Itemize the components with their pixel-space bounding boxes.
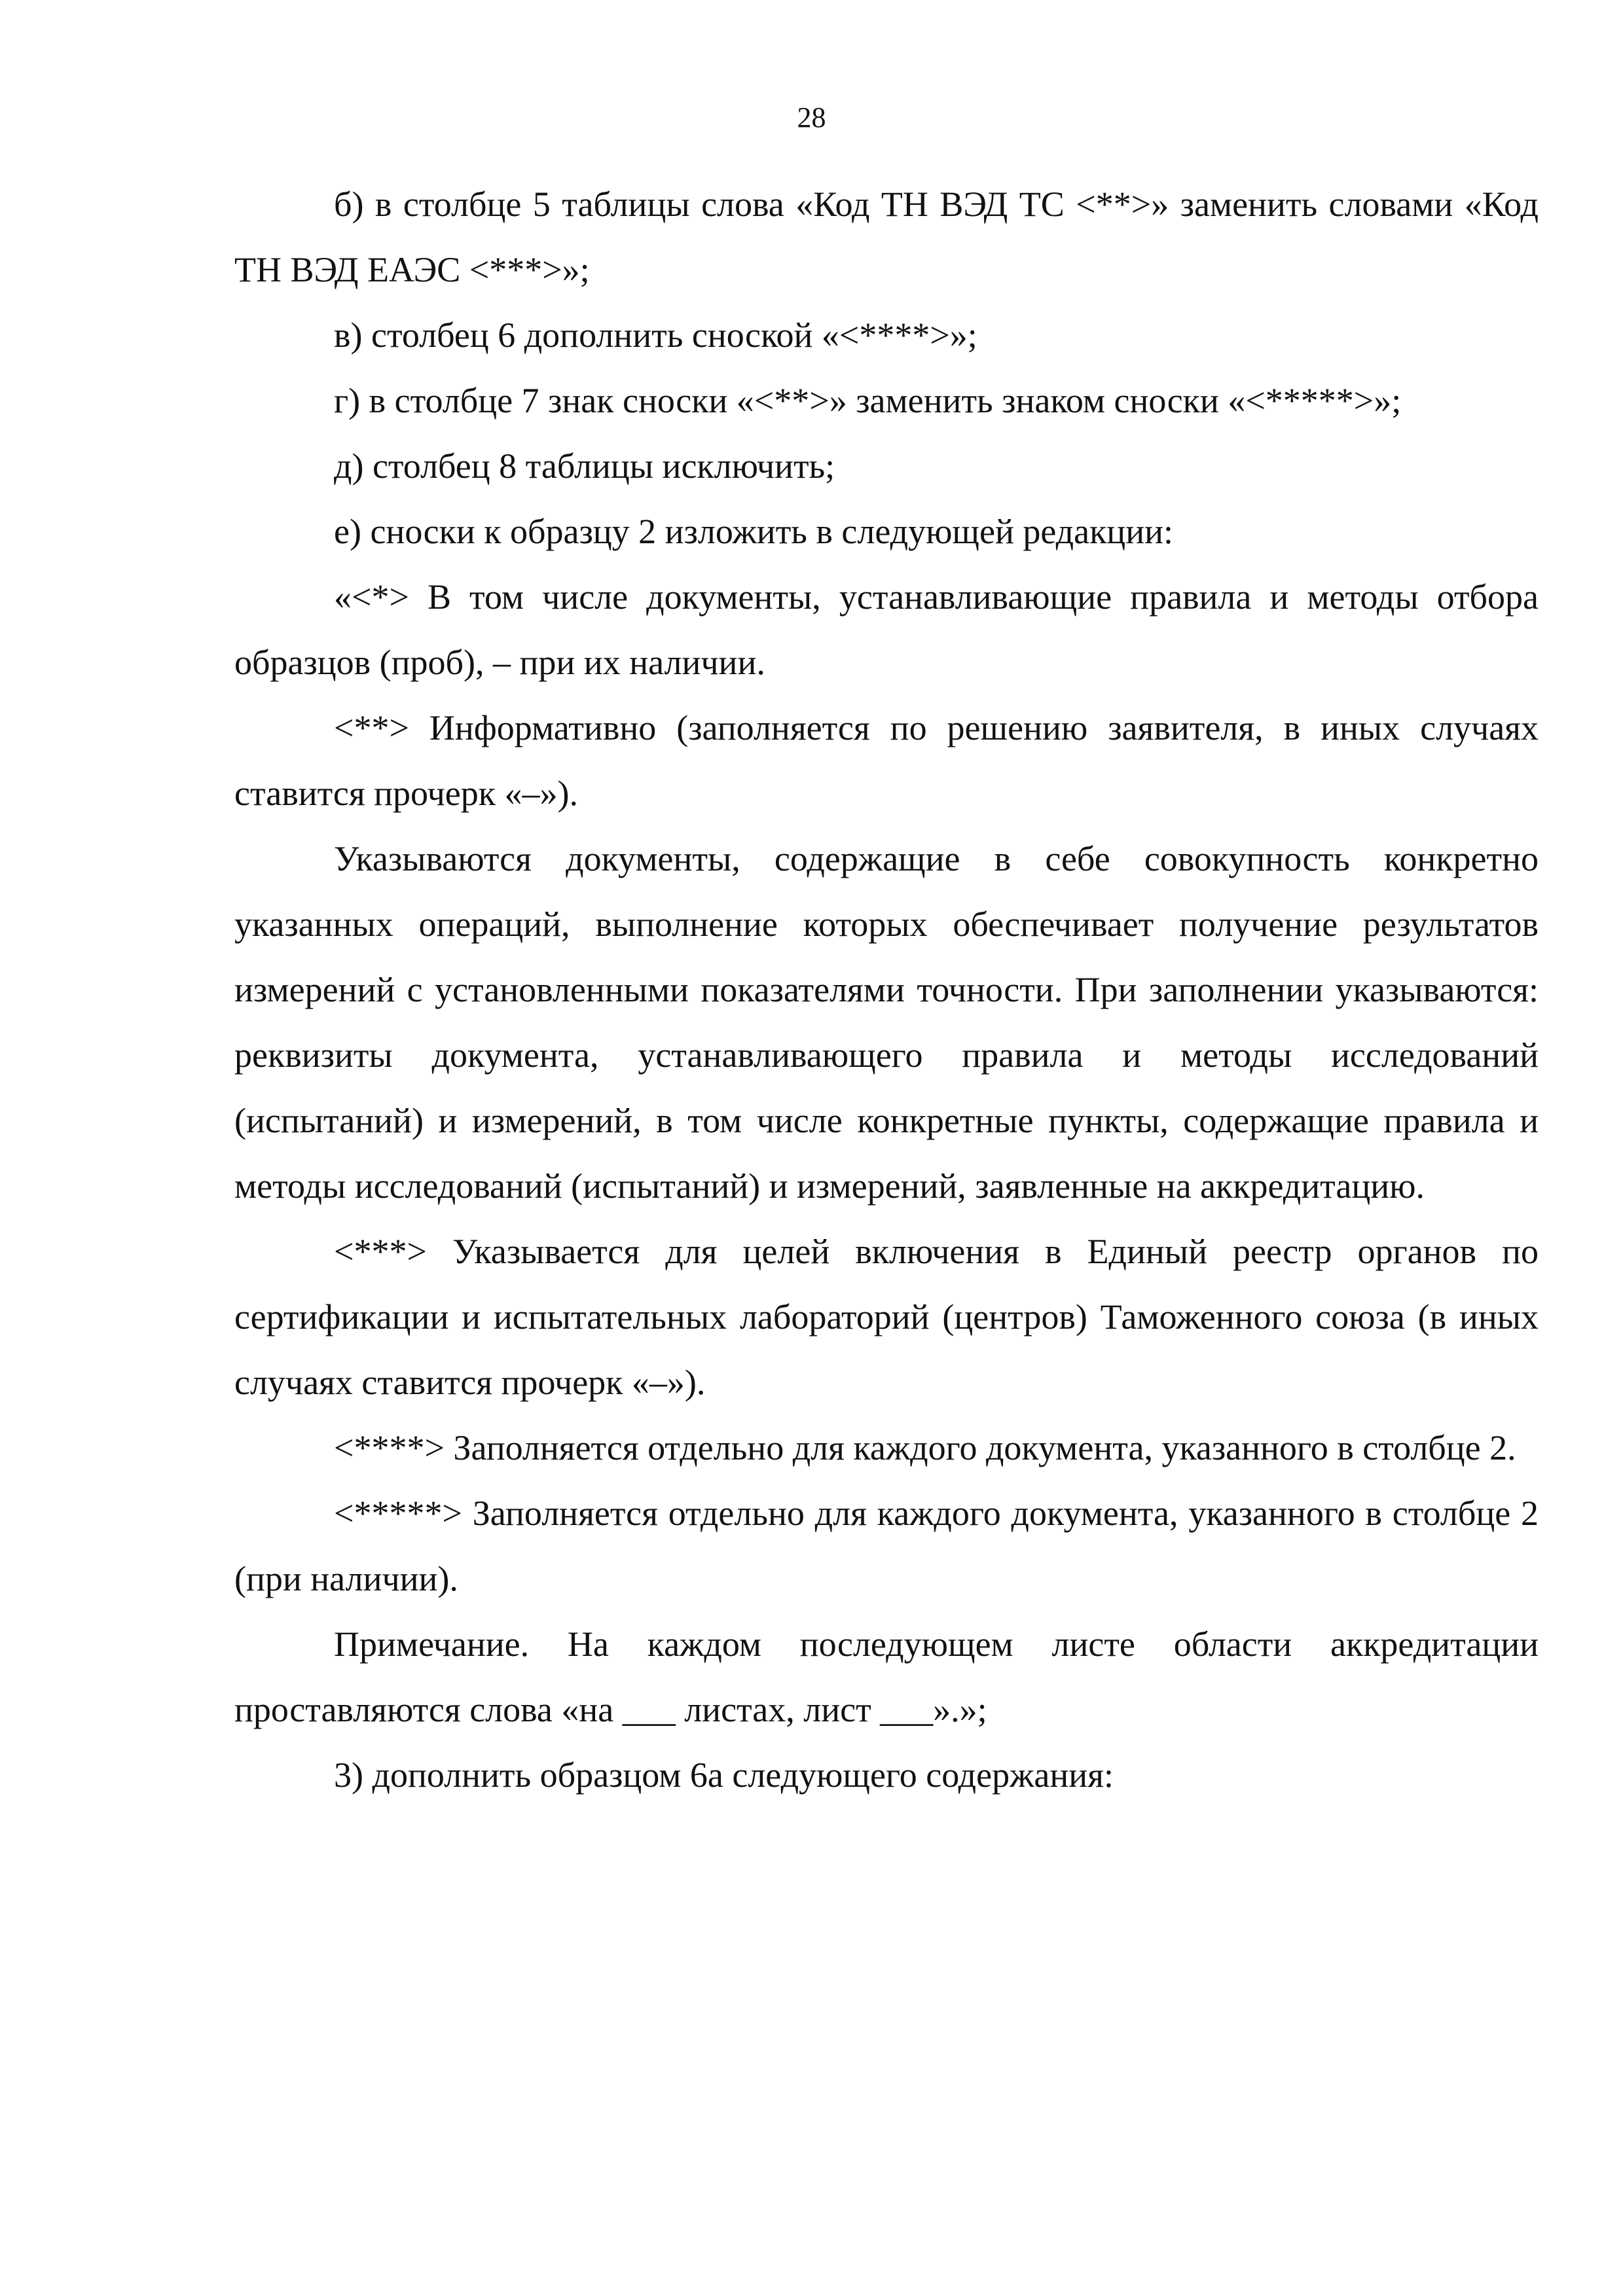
paragraph-v: в) столбец 6 дополнить сноской «<****>»; <box>334 315 977 355</box>
footnote-2: <**> Информативно (заполняется по решению заявителя, в иных случаях ставится прочерк «–»). <box>234 708 1539 813</box>
paragraph-g: г) в столбце 7 знак сноски «<**>» заменить знаком сноски «<*****>»; <box>334 381 1402 420</box>
footnote-5: <*****> Заполняется отдельно для каждого документа, указанного в столбце 2 (при наличии). <box>234 1494 1539 1598</box>
paragraph-e: е) сноски к образцу 2 изложить в следующей редакции: <box>334 512 1173 551</box>
page-number: 28 <box>797 101 826 134</box>
paragraph-3: 3) дополнить образцом 6а следующего содержания: <box>334 1755 1114 1795</box>
paragraph-b: б) в столбце 5 таблицы слова «Код ТН ВЭД ТС <**>» заменить словами «Код ТН ВЭД ЕАЭС <***>»; <box>234 185 1539 289</box>
paragraph-d: д) столбец 8 таблицы исключить; <box>334 446 835 486</box>
footnote-2-explanation: Указываются документы, содержащие в себе совокупность конкретно указанных операций, выполнение которых обеспечивает получение результатов измерений с установленными показателями точности. При заполнении указываются: реквизиты документа, устанавливающего правила и методы исследований (испытаний) и измерений, в том числе конкретные пункты, содержащие правила и методы исследований (испытаний) и измерений, заявленные на аккредитацию. <box>234 839 1539 1206</box>
footnote-1: «<*> В том числе документы, устанавливающие правила и методы отбора образцов (проб), – при их наличии. <box>234 577 1539 682</box>
footnote-3: <***> Указывается для целей включения в Единый реестр органов по сертификации и испытательных лабораторий (центров) Таможенного союза (в иных случаях ставится прочерк «–»). <box>234 1232 1539 1402</box>
note-paragraph: Примечание. На каждом последующем листе области аккредитации проставляются слова «на ___ листах, лист ___».»; <box>234 1624 1539 1729</box>
document-body <box>234 171 1539 1808</box>
footnote-4: <****> Заполняется отдельно для каждого документа, указанного в столбце 2. <box>334 1428 1516 1467</box>
